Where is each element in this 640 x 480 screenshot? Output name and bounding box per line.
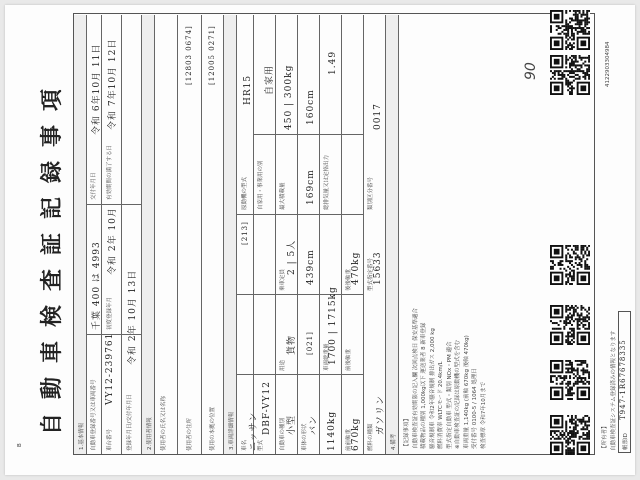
engine-model-label: 原動機の型式 bbox=[242, 176, 248, 210]
type-approval-label: 型式指定番号 bbox=[368, 257, 374, 291]
owner-address-label: 使用者の住所 bbox=[187, 417, 193, 451]
max-load-label: 最大積載量 bbox=[280, 182, 286, 210]
registration-value: 千葉 400 は 4993 bbox=[92, 241, 102, 330]
form-id-label: 帳票ID bbox=[623, 433, 629, 450]
front-axle-label: 前前軸重 bbox=[346, 428, 352, 451]
owner-name-label: 使用者の氏名又は名称 bbox=[161, 395, 167, 451]
maker-label: 車名 bbox=[242, 439, 248, 451]
type-approval-value: 15633 bbox=[373, 251, 383, 285]
maker-code: [213] bbox=[241, 221, 249, 245]
form-id-value: T947-1R67678335 bbox=[619, 339, 627, 420]
max-load-value: 450 | 300kg bbox=[284, 64, 294, 130]
remarks-line: 車両重量 1,140kg (前軸 670kg 後軸 470kg) bbox=[463, 335, 470, 449]
first-registration-value: 令和 2年 10月 bbox=[108, 207, 118, 275]
remarks-line: 型式指定自動車 型式・類別 NOx・PM 適合 bbox=[446, 341, 453, 449]
issue-date-label: 交付年月日 bbox=[91, 172, 97, 200]
shape-value: バン bbox=[309, 414, 319, 435]
handwritten-note: 90 bbox=[523, 62, 539, 80]
registration-date-value: 令和 2年 10月 13日 bbox=[128, 269, 138, 365]
document-page bbox=[5, 5, 635, 475]
purpose-label: 自家用・事業用の別 bbox=[258, 160, 264, 210]
model-label: 型式 bbox=[258, 439, 264, 451]
series-mark: B bbox=[17, 443, 23, 447]
qr-code-2 bbox=[550, 360, 590, 400]
remarks-line: 騒音規制車 令和2年騒音規制 排出ガス 2,000 kg bbox=[429, 328, 436, 449]
use-value: 貨物 bbox=[287, 334, 297, 355]
capacity-value: 2 | 5人 bbox=[287, 239, 297, 275]
expiry-label: 有効期間の満了する日 bbox=[107, 144, 113, 200]
height-value: 160cm bbox=[306, 89, 316, 125]
qr-code-4 bbox=[550, 245, 590, 285]
category-value: 0017 bbox=[373, 103, 383, 130]
displacement-label: 総排気量又は定格出力 bbox=[324, 154, 330, 210]
gross-weight-value: 1700 | 1715kg bbox=[328, 286, 338, 365]
shape-label: 車体の形状 bbox=[302, 423, 308, 451]
section-remarks-header: 4.備考 bbox=[386, 15, 399, 454]
section-basic-header: 1.基本情報 bbox=[74, 15, 87, 454]
kind-label: 自動車の種別 bbox=[280, 417, 286, 451]
certificate-sheet bbox=[5, 5, 635, 475]
remarks-line: 受付番号 0100-5 / 1064 処理日 bbox=[472, 368, 478, 449]
use-label: 用途 bbox=[280, 359, 286, 371]
width-value: 169cm bbox=[306, 169, 316, 205]
owner-code-2: [12005 0271] bbox=[208, 25, 216, 85]
model-value: DBF-VY12 bbox=[262, 381, 272, 435]
fuel-label: 燃料の種類 bbox=[368, 423, 374, 451]
engine-model-value: HR15 bbox=[243, 74, 253, 105]
kind-value: 小型 bbox=[287, 414, 297, 435]
document-title: 自動車検査証記録事項 bbox=[39, 74, 65, 435]
remarks-line: 【記録事項】 bbox=[404, 415, 410, 449]
section-owner-header: 2.使用者情報 bbox=[142, 15, 155, 454]
gross-weight-label: 車両総重量 bbox=[324, 343, 330, 371]
rear-axle-value: 470kg bbox=[351, 251, 361, 285]
footer-note: 自動車検査証システム登録済みの情報となります bbox=[611, 330, 617, 451]
remarks-line: ※自動車検査証の記録は原動機の型式を含む bbox=[455, 339, 461, 449]
qr-code-3 bbox=[550, 305, 590, 345]
axle-label: 前後軸重 bbox=[346, 348, 352, 371]
section-vehicle-header: 3.車両詳細情報 bbox=[224, 15, 237, 454]
registration-date-label: 登録年月日/交付年月日 bbox=[127, 394, 133, 451]
length-value: 439cm bbox=[306, 249, 316, 285]
barcode-number: 4122903304984 bbox=[605, 41, 611, 87]
remarks-line: 積載物品の種別 1,000kg以下 運送業者 8 新車登録 bbox=[421, 322, 427, 449]
owner-code-1: [12803 0674] bbox=[185, 25, 193, 85]
registration-label: 自動車登録番号又は車両番号 bbox=[91, 379, 97, 451]
remarks-line: 燃料消費率 WLTCモード 20.4km/L bbox=[438, 361, 444, 449]
capacity-label: 乗車定員 bbox=[280, 268, 286, 291]
footer-label: 【所有者】 bbox=[602, 423, 608, 451]
displacement-value: 1.49 bbox=[328, 50, 338, 75]
expiry-value: 令和 7年10月 12日 bbox=[108, 38, 118, 130]
qr-code-5 bbox=[550, 55, 590, 95]
vin-label: 車台番号 bbox=[107, 428, 113, 451]
rear-axle-label: 後後軸重 bbox=[346, 268, 352, 291]
purpose-value: 自家用 bbox=[265, 64, 275, 95]
fuel-value: ガソリン bbox=[376, 394, 386, 435]
issue-date-value: 令和 6年10月 11日 bbox=[92, 43, 102, 135]
owner-location-label: 使用の本拠の位置 bbox=[210, 406, 216, 451]
front-axle-value: 670kg bbox=[351, 417, 361, 451]
vin-value: VY12-239761 bbox=[105, 332, 115, 405]
category-label: 類別区分番号 bbox=[368, 176, 374, 210]
weight-value: 1140kg bbox=[327, 410, 337, 451]
maker-value: ニッサン bbox=[249, 411, 259, 451]
qr-code-1 bbox=[550, 415, 590, 455]
remarks-line: 検査標章 令和7年10月まで bbox=[480, 381, 487, 449]
remarks-block bbox=[403, 29, 488, 449]
qr-code-6 bbox=[550, 10, 590, 50]
first-registration-label: 初度登録年月 bbox=[107, 296, 113, 330]
remarks-line: 自動車検査証有効期限の記入欄 次回点検日 保安基準適合 bbox=[412, 308, 419, 449]
shape-code: [021] bbox=[306, 331, 314, 355]
